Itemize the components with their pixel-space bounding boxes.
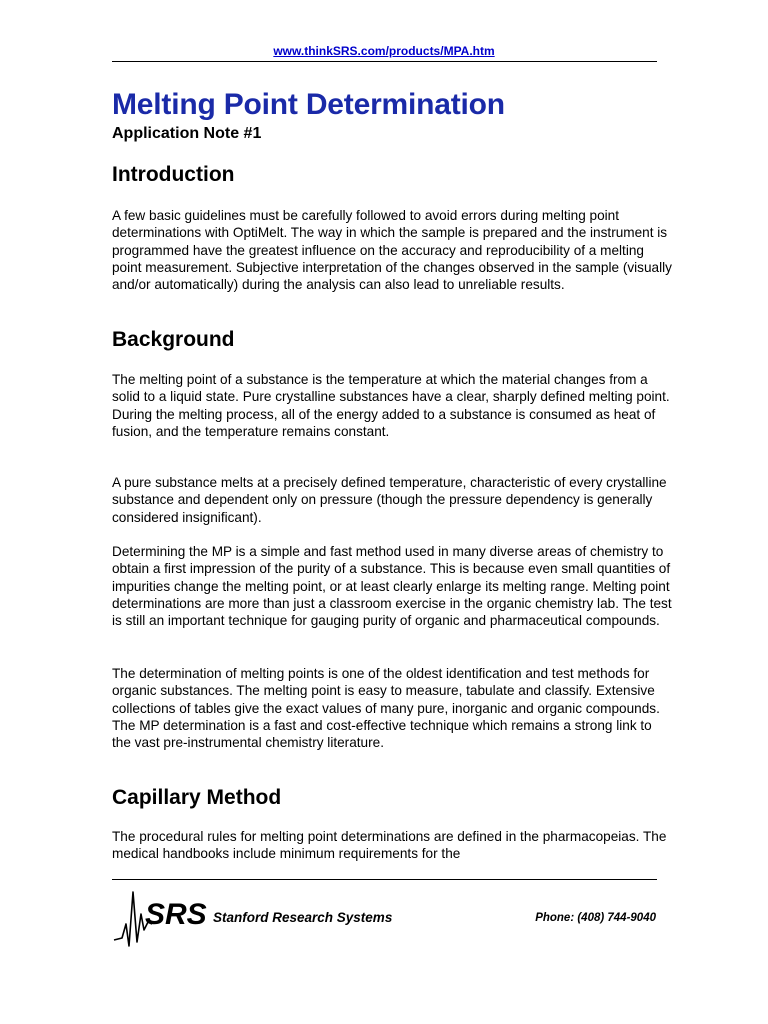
header-divider — [112, 61, 657, 62]
header-url-link[interactable]: www.thinkSRS.com/products/MPA.htm — [273, 44, 495, 58]
srs-logo — [112, 884, 208, 950]
paragraph-background-4: The determination of melting points is one of the oldest identification and test methods for organic substances. The melting point is easy to measure, tabulate and classify. Extensive collections of tables give the exact values of many pure, inorganic and organic compounds. The MP determination is a fast and cost-effective technique which remains a strong link to the vast pre-instrumental chemistry literature. — [112, 666, 660, 751]
paragraph-introduction: A few basic guidelines must be carefully followed to avoid errors during melting point determinations with OptiMelt. The way in which the sample is prepared and the instrument is programmed have the greatest influence on the accuracy and reproducibility of a melting point measurement. Subjective interpretation of the changes observed in the sample (visually and/or automatically) during the analysis can also lead to unreliable results. — [112, 208, 672, 293]
section-heading-introduction: Introduction — [112, 163, 235, 186]
document-subtitle: Application Note #1 — [112, 125, 262, 142]
document-title: Melting Point Determination — [112, 88, 505, 121]
paragraph-capillary-method: The procedural rules for melting point determinations are defined in the pharmacopeias. The medical handbooks include minimum requirements for the — [112, 829, 667, 862]
paragraph-background-3: Determining the MP is a simple and fast method used in many diverse areas of chemistry to obtain a first impression of the purity of a substance. This is because even small quantities of impurities change the melting point, or at least clearly enlarge its melting range. Melting point determinations are more than just a classroom exercise in the organic chemistry lab. The test is still an important technique for gauging purity of organic and pharmaceutical compounds. — [112, 544, 672, 629]
section-heading-background: Background — [112, 328, 235, 351]
srs-logo-text: SRS — [145, 898, 207, 931]
paragraph-background-2: A pure substance melts at a precisely defined temperature, characteristic of every crystalline substance and dependent only on pressure (though the pressure dependency is generally considered insignificant). — [112, 475, 667, 525]
paragraph-background-1: The melting point of a substance is the temperature at which the material changes from a solid to a liquid state. Pure crystalline substances have a clear, sharply defined melting point. During the melting process, all of the energy added to a substance is consumed as heat of fusion, and the temperature remains constant. — [112, 372, 670, 439]
company-name: Stanford Research Systems — [213, 910, 393, 925]
section-heading-capillary-method: Capillary Method — [112, 786, 282, 809]
footer-divider — [112, 879, 657, 880]
phone-number: Phone: (408) 744-9040 — [535, 912, 656, 924]
